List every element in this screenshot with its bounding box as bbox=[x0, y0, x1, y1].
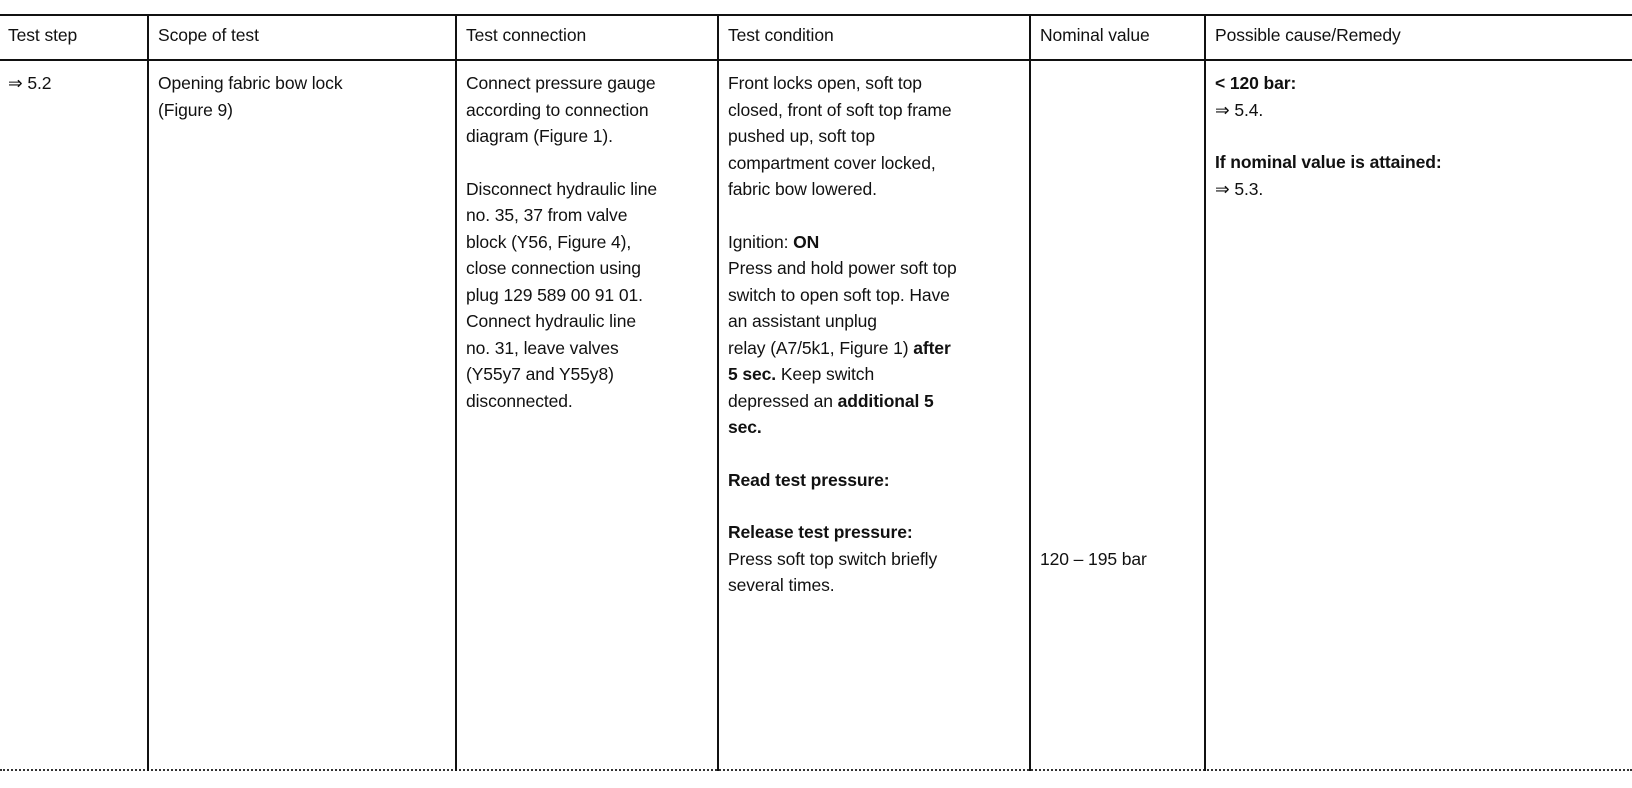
ignition-label: Ignition: bbox=[728, 231, 794, 252]
header-possible-cause: Possible cause/Remedy bbox=[1215, 25, 1401, 45]
header-bottom-rule bbox=[0, 59, 1632, 61]
keep-switch-text: Keep switch bbox=[776, 364, 875, 384]
release-test-pressure-label: Release test pressure: bbox=[728, 522, 913, 542]
connection-line: no. 31, leave valves bbox=[466, 337, 619, 358]
five-sec-text: 5 sec. bbox=[728, 364, 777, 384]
column-divider bbox=[147, 14, 149, 771]
connection-line: diagram (Figure 1). bbox=[466, 126, 613, 146]
header-test-condition: Test condition bbox=[728, 25, 834, 45]
release-test-pressure bbox=[728, 519, 957, 546]
condition-line: fabric bow lowered. bbox=[728, 179, 877, 199]
condition-line bbox=[728, 414, 957, 441]
condition-line bbox=[728, 361, 957, 388]
connection-line: disconnected. bbox=[466, 390, 573, 411]
cause-attained bbox=[1215, 149, 1442, 176]
possible-cause-cell bbox=[1215, 70, 1442, 202]
test-step-value: ⇒ 5.2 bbox=[8, 73, 52, 93]
table-top-rule bbox=[0, 14, 1632, 16]
table-bottom-dotted-rule bbox=[0, 769, 1632, 771]
column-divider bbox=[455, 14, 457, 771]
scope-of-test-cell bbox=[158, 70, 342, 123]
cause-below-threshold-label: < 120 bar: bbox=[1215, 73, 1297, 93]
condition-line: switch to open soft top. Have bbox=[728, 284, 950, 305]
condition-line: closed, front of soft top frame bbox=[728, 99, 952, 120]
condition-line: an assistant unplug bbox=[728, 311, 877, 331]
ignition-line bbox=[728, 229, 957, 256]
ignition-value: ON bbox=[793, 231, 820, 252]
connection-line: plug 129 589 00 91 01. bbox=[466, 284, 643, 305]
scope-line: (Figure 9) bbox=[158, 99, 233, 120]
cause-below-threshold bbox=[1215, 70, 1442, 97]
after-text: after bbox=[913, 337, 951, 358]
test-connection-cell bbox=[466, 70, 657, 414]
header-test-step: Test step bbox=[8, 25, 78, 45]
column-divider bbox=[1029, 14, 1031, 771]
relay-text: relay (A7/5k1, Figure 1) bbox=[728, 337, 914, 358]
condition-line: pushed up, soft top bbox=[728, 126, 875, 146]
sec-text: sec. bbox=[728, 417, 762, 437]
header-test-connection: Test connection bbox=[466, 25, 587, 45]
nominal-value: 120 – 195 bar bbox=[1040, 549, 1147, 569]
connection-line: no. 35, 37 from valve bbox=[466, 205, 628, 225]
scope-line: Opening fabric bow lock bbox=[158, 73, 343, 93]
condition-line bbox=[728, 335, 957, 362]
condition-line: Front locks open, soft top bbox=[728, 73, 922, 93]
condition-line bbox=[728, 388, 957, 415]
condition-line: several times. bbox=[728, 575, 835, 595]
cause-ref: ⇒ 5.4. bbox=[1215, 99, 1264, 120]
depressed-text: depressed an bbox=[728, 390, 838, 411]
connection-line: Connect hydraulic line bbox=[466, 311, 636, 331]
test-condition-cell bbox=[728, 70, 957, 599]
condition-line: compartment cover locked, bbox=[728, 152, 936, 173]
column-divider bbox=[1204, 14, 1206, 771]
read-test-pressure-label: Read test pressure: bbox=[728, 469, 890, 490]
condition-line: Press and hold power soft top bbox=[728, 258, 957, 278]
cause-ref: ⇒ 5.3. bbox=[1215, 178, 1264, 199]
header-nominal-value: Nominal value bbox=[1040, 25, 1150, 45]
connection-line: close connection using bbox=[466, 258, 641, 278]
connection-line: Connect pressure gauge bbox=[466, 73, 656, 93]
connection-line: according to connection bbox=[466, 99, 649, 120]
additional-text: additional 5 bbox=[837, 390, 934, 411]
connection-line: (Y55y7 and Y55y8) bbox=[466, 364, 614, 384]
connection-line: Disconnect hydraulic line bbox=[466, 178, 658, 199]
cause-attained-label: If nominal value is attained: bbox=[1215, 152, 1442, 172]
read-test-pressure bbox=[728, 467, 957, 494]
connection-line: block (Y56, Figure 4), bbox=[466, 231, 632, 252]
column-divider bbox=[717, 14, 719, 771]
header-scope-of-test: Scope of test bbox=[158, 25, 259, 45]
condition-line: Press soft top switch briefly bbox=[728, 548, 938, 569]
